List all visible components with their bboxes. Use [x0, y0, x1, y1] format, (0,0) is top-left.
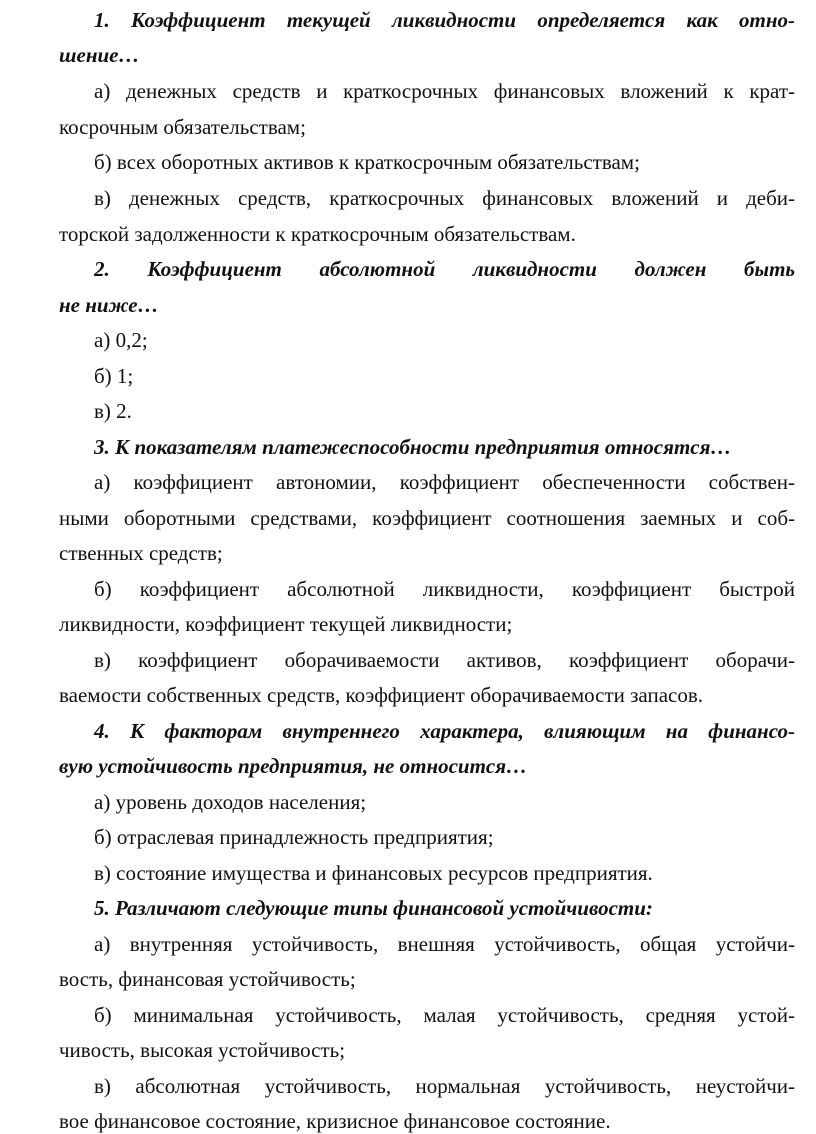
question-3-option-b-line-1: б) коэффициент абсолютной ликвидности, коэффициент быстрой [94, 577, 795, 601]
question-2-line-2: не ниже… [59, 293, 159, 317]
question-4-option-b: б) отраслевая принадлежность предприятия; [94, 825, 494, 849]
question-3-option-a-line-2: ными оборотными средствами, коэффициент соотношения заемных и соб- [59, 506, 795, 530]
question-2-line-1: 2. Коэффициент абсолютной ликвидности должен быть [94, 257, 795, 281]
question-1-line-1: 1. Коэффициент текущей ликвидности определяется как отно- [94, 8, 795, 32]
question-5-line-1: 5. Различают следующие типы финансовой устойчивости: [94, 896, 653, 920]
question-5-option-b-line-1: б) минимальная устойчивость, малая устойчивость, средняя устой- [94, 1003, 795, 1027]
question-5-option-a-line-1: а) внутренняя устойчивость, внешняя устойчивость, общая устойчи- [94, 932, 795, 956]
question-4-option-a: а) уровень доходов населения; [94, 790, 367, 814]
question-1-line-2: шение… [59, 43, 140, 67]
question-3-option-c-line-1: в) коэффициент оборачиваемости активов, коэффициент оборачи- [94, 648, 795, 672]
question-4-option-c: в) состояние имущества и финансовых ресурсов предприятия. [94, 861, 653, 885]
question-5-option-b-line-2: чивость, высокая устойчивость; [59, 1038, 346, 1062]
question-3-option-a-line-1: а) коэффициент автономии, коэффициент обеспеченности собствен- [94, 470, 795, 494]
question-1-option-c-line-2: торской задолженности к краткосрочным обязательствам. [59, 222, 576, 246]
question-3-option-b-line-2: ликвидности, коэффициент текущей ликвидности; [59, 612, 513, 636]
question-4-line-1: 4. К факторам внутреннего характера, влияющим на финансо- [94, 719, 795, 743]
question-5-option-c-line-1: в) абсолютная устойчивость, нормальная устойчивость, неустойчи- [94, 1074, 795, 1098]
question-3-option-c-line-2: ваемости собственных средств, коэффициент оборачиваемости запасов. [59, 683, 703, 707]
question-3-option-a-line-3: ственных средств; [59, 541, 223, 565]
question-1-option-a-line-2: косрочным обязательствам; [59, 115, 306, 139]
question-4-line-2: вую устойчивость предприятия, не относится… [59, 754, 528, 778]
question-5-option-a-line-2: вость, финансовая устойчивость; [59, 967, 356, 991]
question-1-option-a-line-1: а) денежных средств и краткосрочных финансовых вложений к крат- [94, 79, 795, 103]
question-2-option-b: б) 1; [94, 364, 134, 388]
question-2-option-a: а) 0,2; [94, 328, 148, 352]
question-2-option-c: в) 2. [94, 399, 132, 423]
question-1-option-b: б) всех оборотных активов к краткосрочным обязательствам; [94, 150, 640, 174]
question-1-option-c-line-1: в) денежных средств, краткосрочных финансовых вложений и деби- [94, 186, 795, 210]
question-3-line-1: 3. К показателям платежеспособности предприятия относятся… [94, 435, 732, 459]
question-5-option-c-line-2: вое финансовое состояние, кризисное финансовое состояние. [59, 1109, 611, 1133]
